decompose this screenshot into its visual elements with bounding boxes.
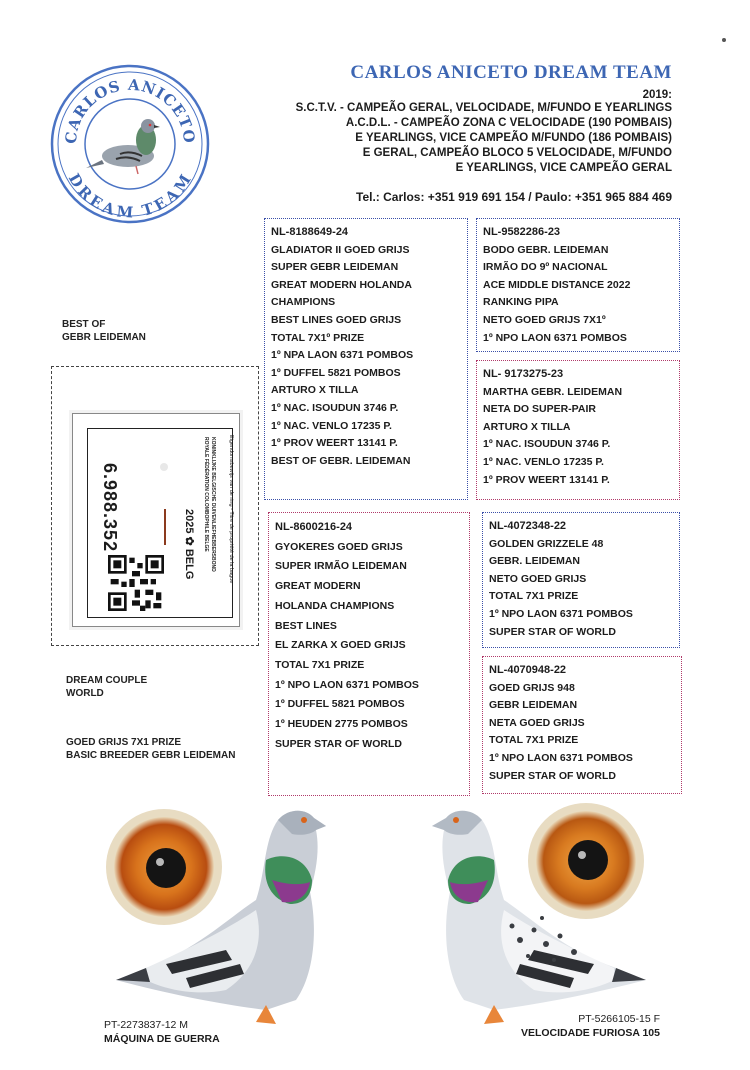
ring-card-inner [87,428,233,618]
pigeon-id: NL-4070948-22 [489,664,567,676]
scan-speck [722,38,726,42]
highlight-line: E GERAL, CAMPEÃO BLOCO 5 VELOCIDADE, M/FUNDO [362,147,672,159]
signature-mark [164,509,166,545]
logo-bottom-text: DREAM TEAM [64,170,196,222]
best-of-label: BEST OF GEBR LEIDEMAN [62,319,146,343]
highlight-line: E YEARLINGS, VICE CAMPEÃO GERAL [455,162,672,174]
sire-ring: PT-2273837-12 M [104,1019,189,1031]
highlight-line: E YEARLINGS, VICE CAMPEÃO M/FUNDO (186 POMBAIS) [355,132,672,144]
pedigree-box-dam-sire: NL-4072348-22 GOLDEN GRIZZELE 48 GEBR. LEIDEMAN NETO GOED GRIJS TOTAL 7X1 PRIZE 1º NPO LAON 6371 POMBOS SUPER STAR OF WORLD [482,512,680,648]
pedigree-box-dam: NL-8600216-24 GYOKERES GOED GRIJS SUPER IRMÃO LEIDEMAN GREAT MODERN HOLANDA CHAMPIONS BEST LINES EL ZARKA X GOED GRIJS TOTAL 7X1 PRIZE 1º NPO LAON 6371 POMBOS 1º DUFFEL 5821 POMBOS 1º HEUDEN 2775 POMBOS SUPER STAR OF WORLD [268,512,470,796]
sire-pigeon-image [106,800,332,1036]
qr-code-icon [108,555,164,611]
punch-hole [160,463,168,471]
ring-card [72,413,240,627]
pigeon-id: NL- 9173275-23 [483,368,564,380]
dam-name: VELOCIDADE FURIOSA 105 [520,1027,660,1039]
ownership-text: Eigendomsbewijs van de ring - Titre de propriété de la bague [228,435,234,584]
dam-pigeon-image [424,800,654,1036]
year: 2019: [642,89,672,101]
pedigree-box-sire-sire: NL-9582286-23 BODO GEBR. LEIDEMAN IRMÃO DO 9º NACIONAL ACE MIDDLE DISTANCE 2022 RANKING PIPA NETO GOED GRIJS 7X1º 1º NPO LAON 6371 POMBOS [476,218,680,352]
dam-caption [508,1012,660,1040]
federation-name: KONINKLIJKE BELGISCHE DUIVENLIEFHEBBERSBOND ROYALE FÉDÉRATION COLOMBOPHILE BELGE [203,437,216,572]
sire-name: MÁQUINA DE GUERRA [104,1033,220,1045]
team-title: CARLOS ANICETO DREAM TEAM [350,62,672,83]
pigeon-id: NL-8600216-24 [275,521,353,533]
pigeon-icon [86,119,160,174]
header [232,62,672,204]
pedigree-box-sire: NL-8188649-24 GLADIATOR II GOED GRIJS SUPER GEBR LEIDEMAN GREAT MODERN HOLANDA CHAMPIONS BEST LINES GOED GRIJS TOTAL 7X1º PRIZE 1º NPA LAON 6371 POMBOS 1º DUFFEL 5821 POMBOS ARTURO X TILLA 1º NAC. ISOUDUN 3746 P. 1º NAC. VENLO 17235 P. 1º PROV WEERT 13141 P. BEST OF GEBR. LEIDEMAN [264,218,468,500]
pigeon-id: NL-9582286-23 [483,226,561,238]
highlight-line: S.C.T.V. - CAMPEÃO GERAL, VELOCIDADE, M/FUNDO E YEARLINGS [295,102,672,114]
pigeon-id: NL-8188649-24 [271,226,349,238]
pigeon-id: NL-4072348-22 [489,520,567,532]
pedigree-box-dam-dam: NL-4070948-22 GOED GRIJS 948 GEBR LEIDEMAN NETA GOED GRIJS TOTAL 7X1 PRIZE 1º NPO LAON 6371 POMBOS SUPER STAR OF WORLD [482,656,682,794]
svg-text:DREAM TEAM [65,170,195,221]
team-logo [50,64,210,224]
contact-phones: Tel.: Carlos: +351 919 691 154 / Paulo: +351 965 884 469 [356,190,672,204]
dream-couple-label: DREAM COUPLE WORLD [66,675,148,699]
goed-grijs-label: GOED GRIJS 7X1 PRIZE BASIC BREEDER GEBR LEIDEMAN [66,737,236,761]
pedigree-box-sire-dam: NL- 9173275-23 MARTHA GEBR. LEIDEMAN NETA DO SUPER-PAIR ARTURO X TILLA 1º NAC. ISOUDUN 3746 P. 1º NAC. VENLO 17235 P. 1º PROV WEERT 13141 P. [476,360,680,500]
logo-top-text: CARLOS ANICETO [61,75,199,145]
ring-number: 6.988.352 [100,463,120,553]
svg-text:CARLOS ANICETO [62,76,199,145]
highlight-line: A.C.D.L. - CAMPEÃO ZONA C VELOCIDADE (190 POMBAIS) [345,117,672,129]
dam-ring: PT-5266105-15 F [578,1013,660,1025]
ring-year: 2025 ✿ BELG [183,509,195,580]
sire-caption [104,1018,220,1046]
